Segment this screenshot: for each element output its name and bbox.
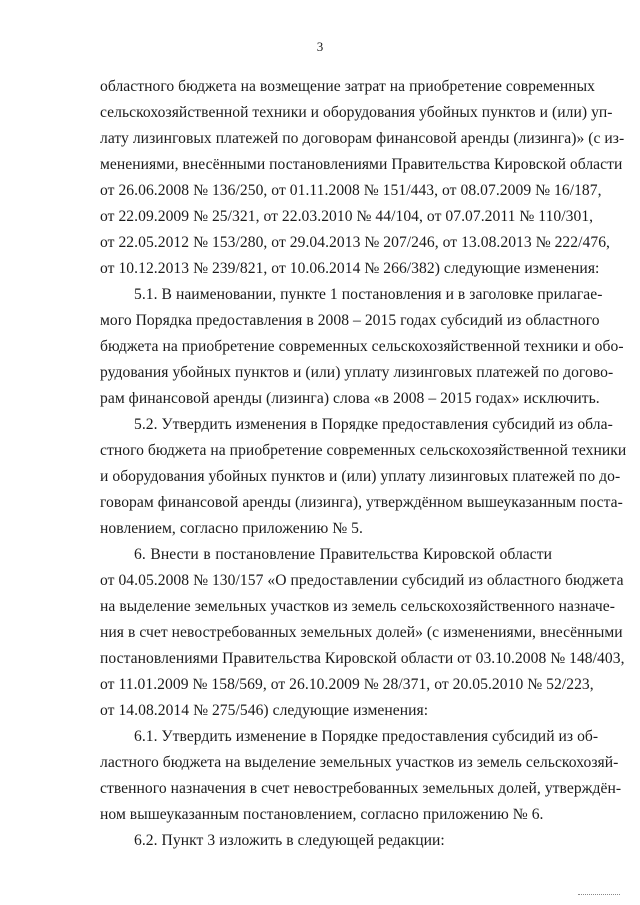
paragraph-line: от 11.01.2009 № 158/569, от 26.10.2009 № 28/371, от 20.05.2010 № 52/223, <box>100 676 594 693</box>
paragraph-line: и оборудования убойных пунктов и (или) уплату лизинговых платежей по до- <box>100 468 621 485</box>
paragraph-line: от 04.05.2008 № 130/157 «О предоставлении субсидий из областного бюджета <box>100 572 624 589</box>
paragraph-line: рудования убойных пунктов и (или) уплату лизинговых платежей по догово- <box>100 364 614 381</box>
paragraph-line: ственного назначения в счет невостребованных земельных долей, утверждён- <box>100 780 622 797</box>
paragraph-line: лату лизинговых платежей по договорам финансовой аренды (лизинга)» (с из- <box>100 130 625 147</box>
scan-mark <box>578 888 620 895</box>
paragraph-line: 6.1. Утвердить изменение в Порядке предоставления субсидий из об- <box>134 728 599 745</box>
page-number: 3 <box>316 39 324 54</box>
paragraph-line: от 22.05.2012 № 153/280, от 29.04.2013 № 207/246, от 13.08.2013 № 222/476, <box>100 234 610 251</box>
paragraph-line: ном вышеуказанным постановлением, согласно приложению № 6. <box>100 806 544 823</box>
paragraph-line: сельскохозяйственной техники и оборудования убойных пунктов и (или) уп- <box>100 104 613 121</box>
paragraph-line: от 22.09.2009 № 25/321, от 22.03.2010 № 44/104, от 07.07.2011 № 110/301, <box>100 208 594 225</box>
paragraph-line: 6. Внести в постановление Правительства Кировской области <box>134 546 552 563</box>
paragraph-line: говорам финансовой аренды (лизинга), утверждённом вышеуказанным поста- <box>100 494 623 511</box>
paragraph-line: новлением, согласно приложению № 5. <box>100 520 363 537</box>
paragraph-line: 6.2. Пункт 3 изложить в следующей редакции: <box>134 832 445 849</box>
paragraph-line: 5.1. В наименовании, пункте 1 постановления и в заголовке прилагае- <box>134 286 603 303</box>
paragraph-line: мого Порядка предоставления в 2008 – 2015 годах субсидий из областного <box>100 312 600 329</box>
paragraph-line: 5.2. Утвердить изменения в Порядке предоставления субсидий из обла- <box>134 416 613 433</box>
paragraph-line: бюджета на приобретение современных сельскохозяйственной техники и обо- <box>100 338 624 355</box>
paragraph-line: рам финансовой аренды (лизинга) слова «в 2008 – 2015 годах» исключить. <box>100 390 600 407</box>
paragraph-line: ния в счет невостребованных земельных долей» (с изменениями, внесёнными <box>100 624 623 641</box>
paragraph-line: областного бюджета на возмещение затрат на приобретение современных <box>100 78 596 95</box>
paragraph-line: от 14.08.2014 № 275/546) следующие изменения: <box>100 702 429 719</box>
paragraph-line: менениями, внесёнными постановлениями Правительства Кировской области <box>100 156 623 173</box>
paragraph-line: постановлениями Правительства Кировской области от 03.10.2008 № 148/403, <box>100 650 625 667</box>
paragraph-line: стного бюджета на приобретение современных сельскохозяйственной техники <box>100 442 627 459</box>
paragraph-line: от 26.06.2008 № 136/250, от 01.11.2008 № 151/443, от 08.07.2009 № 16/187, <box>100 182 602 199</box>
paragraph-line: на выделение земельных участков из земель сельскохозяйственного назначе- <box>100 598 616 615</box>
paragraph-line: от 10.12.2013 № 239/821, от 10.06.2014 № 266/382) следующие изменения: <box>100 260 600 277</box>
paragraph-line: ластного бюджета на выделение земельных участков из земель сельскохозяй- <box>100 754 619 771</box>
